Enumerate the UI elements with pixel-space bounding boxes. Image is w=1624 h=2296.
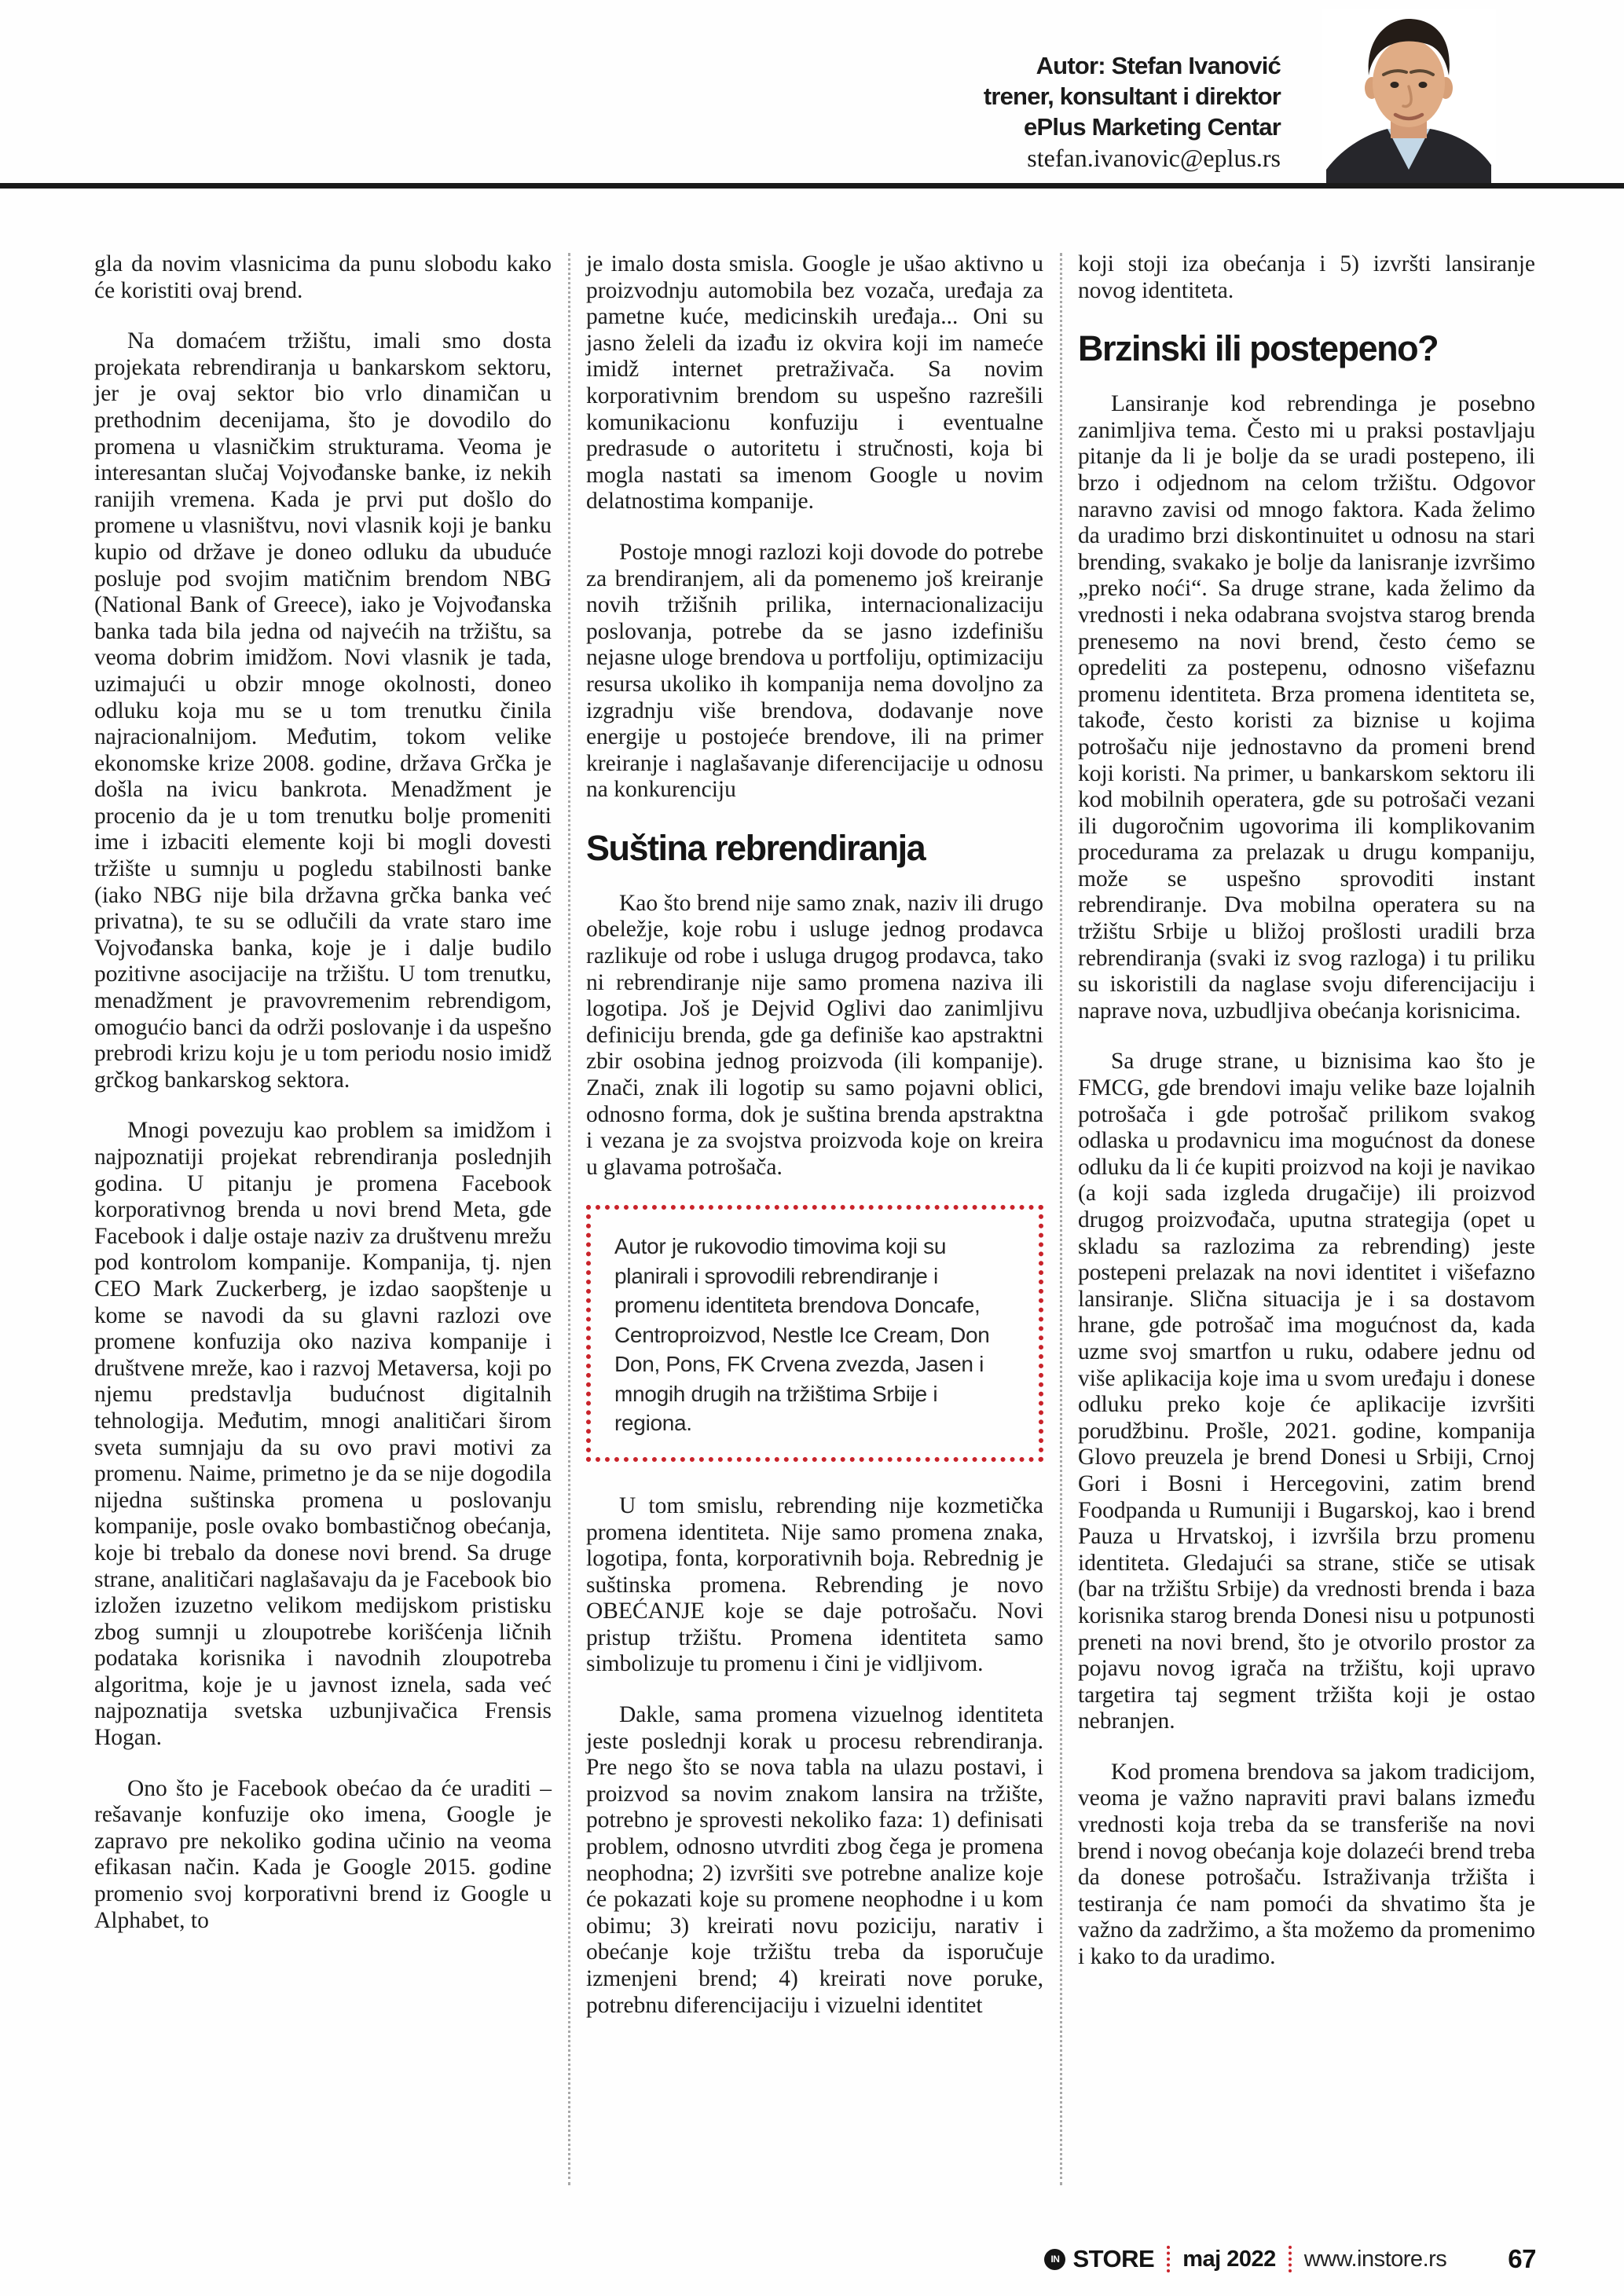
body-paragraph: gla da novim vlasnicima da punu slobodu kako će koristiti ovaj brend.: [94, 251, 552, 303]
article-column-1: [94, 251, 552, 2185]
author-note-box: Autor je rukovodio timovima koji su planirali i sprovodili rebrendiranje i promenu identiteta brendova Doncafe, Centroproizvod, Nestle Ice Cream, Don Don, Pons, FK Crvena zvezda, Jasen i mnogih drugih na tržištima Srbije i regiona.: [586, 1205, 1043, 1462]
author-photo: [1322, 9, 1496, 183]
body-paragraph: Kod promena brendova sa jakom tradicijom, veoma je važno napraviti pravi balans između vrednosti koja treba da se transferiše na novi brend i novog obećanja koje dolazeći brend treba da donese potrošaču. Istraživanja tržišta i testiranja će nam pomoći da shvatimo šta je važno da zadržimo, a šta možemo da promenimo i kako to da uradimo.: [1078, 1759, 1535, 1970]
body-paragraph: koji stoji iza obećanja i 5) izvršti lansiranje novog identiteta.: [1078, 251, 1535, 303]
instore-circle-logo-icon: [1044, 2249, 1065, 2270]
article-body: [94, 251, 1536, 2185]
author-company: ePlus Marketing Centar: [1024, 113, 1281, 141]
author-email: stefan.ivanovic@eplus.rs: [1027, 144, 1281, 172]
body-paragraph: Dakle, sama promena vizuelnog identiteta jeste poslednji korak u procesu rebrendiranja. Pre nego što se nova tabla na ulazu postavi, i proizvod sa novim znakom lansira na tržište, potrebno je sprovesti nekoliko faza: 1) definisati problem, odnosno utvrditi zbog čega je promena neophodna; 2) izvršiti sve potrebne analize koje će pokazati koje su promene neophodne i u kom obimu; 3) kreirati novu poziciju, narativ i obećanje koje tržištu treba da isporučuje izmenjeni brend; 4) kreirati nove poruke, potrebnu diferencijaciju i vizuelni identitet: [586, 1702, 1043, 2018]
body-paragraph: Ono što je Facebook obećao da će uraditi – rešavanje konfuzije oko imena, Google je zapravo pre nekoliko godina učinio na veoma efikasan način. Kada je Google 2015. godine promenio svoj korporativni brend iz Google u Alphabet, to: [94, 1775, 552, 1933]
column-separator: [568, 253, 570, 2185]
body-paragraph: Na domaćem tržištu, imali smo dosta projekata rebrendiranja u bankarskom sektoru, jer je ovaj sektor bio vrlo dinamičan u prethodnim decenijama, što je dovodilo do promena u vlasničkim strukturama. Veoma je interesantan slučaj Vojvođanske banke, iz nekih ranijih vremena. Kada je prvi put došlo do promene u vlasništvu, novi vlasnik koji je banku kupio od države je doneo odluku da ubuduće posluje pod svojim matičnim brendom NBG (National Bank of Greece), iako je Vojvođanska banka tada bila jedna od najvećih na tržištu, sa veoma dobrim imidžom. Novi vlasnik je tada, uzimajući u obzir mnoge okolnosti, doneo odluku koja mu se u tom trenutku činila najracionalnijom. Međutim, tokom velike ekonomske krize 2008. godine, država Grčka je došla na ivicu bankrota. Menadžment je procenio da je u tom trenutku bolje promeniti ime i izbaciti elemente koji bi mogli dovesti tržište u sumnju u pogledu stabilnosti banke (iako NBG nije bila državna grčka banka već privatna), te su se odlučili da vrate staro ime Vojvođanska banka, koje je i dalje budilo pozitivne asocijacije na tržištu. U tom trenutku, menadžment je pravovremenim rebrendigom, omogućio banci da održi poslovanje i da uspešno prebrodi krizu koju je u tom periodu nosio imidž grčkog bankarskog sektora.: [94, 328, 552, 1093]
page-footer: [94, 2244, 1536, 2274]
body-paragraph: Sa druge strane, u biznisima kao što je FMCG, gde brendovi imaju velike baze lojalnih potrošača i gde potrošač prilikom svakog odlaska u prodavnicu ima mogućnost da donese odluku da li će kupiti proizvod na koji je navikao (a koji sada izgleda drugačije) ili proizvod drugog proizvođača, uputna strategija (opet u skladu sa razlozima za rebrending) jeste postepeni prelazak na novi identitet i višefazno lansiranje. Slična situacija je i sa dostavom hrane, gde potrošač ima mogućnost da, kada uzme svoj smartfon u ruku, odabere jednu od više aplikacija koje ima u svom uređaju i donese odluku preko koje će aplikacije izvršiti porudžbinu. Prošle, 2021. godine, kompanija Glovo preuzela je brend Donesi u Srbiji, Crnoj Gori i Bosni i Hercegovini, zatim brend Foodpanda u Rumuniji i Bugarskoj, kao i brend Pauza u Hrvatskoj, i izvršila brzu promenu identiteta. Gledajući sa strane, stiče se utisak (bar na tržištu Srbije) da vrednosti brenda i baza korisnika starog brenda Donesi nisu u potpunosti preneti na novi brend, što je otvorilo prostor za pojavu novog igrača na tržištu, koji upravo targetira taj segment tržišta koji je ostao nebranjen.: [1078, 1049, 1535, 1734]
footer-issue-date: maj 2022: [1182, 2246, 1276, 2272]
red-dot-separator: [1167, 2246, 1170, 2272]
author-role: trener, konsultant i direktor: [983, 82, 1281, 110]
instore-logo-monogram: IN: [1050, 2254, 1060, 2265]
header-rule: [0, 183, 1624, 189]
article-column-2: [586, 251, 1043, 2185]
section-heading: Brzinski ili postepeno?: [1078, 328, 1439, 369]
article-column-3: [1078, 251, 1535, 2185]
author-block: [984, 50, 1281, 174]
page-number: 67: [1508, 2244, 1536, 2273]
body-paragraph: Mnogi povezuju kao problem sa imidžom i najpoznatiji projekat rebrendiranja poslednjih godina. U pitanju je promena Facebook korporativnog brenda u novi brend Meta, gde Facebook i dalje ostaje naziv za društvenu mrežu pod kontrolom kompanije. Kompanija, tj. njen CEO Mark Zuckerberg, je izdao saopštenje u kome se navodi da su glavni razlozi ove promene konfuzija oko naziva kompanije i društvene mreže, kao i razvoj Metaversa, koji po njemu predstavlja budućnost digitalnih tehnologija. Međutim, mnogi analitičari širom sveta sumnjaju da su ovo pravi motivi za promenu. Naime, primetno je da se nije dogodila nijedna suštinska promena u poslovanju kompanije, posle ovako bombastičnog obećanja, koje bi trebalo da donese novi brend. Sa druge strane, analitičari naglašavaju da je Facebook bio izložen izuzetno velikom medijskom pristisku zbog sumnji u zloupotrebe korišćenja ličnih podataka korisnika i navodnih zloupotreba algoritma, koje je u javnost iznela, sada već najpoznatija svetska uzbunjivačica Frensis Hogan.: [94, 1118, 552, 1751]
author-portrait-illustration: [1322, 9, 1496, 183]
body-paragraph: Kao što brend nije samo znak, naziv ili drugo obeležje, koje robu i usluge jednog prodavca razlikuje od robe i usluga drugog prodavca, tako ni rebrendiranje nije samo promena naziva ili logotipa. Još je Dejvid Oglivi dao zanimljivu definiciju brenda, gde ga definiše kao apstraktni zbir osobina jednog proizvoda (ili kompanije). Znači, znak ili logotip su samo pojavni oblici, odnosno forma, dok je suština brenda apstraktna i vezana je za svojstva proizvoda koje on kreira u glavama potrošača.: [586, 890, 1043, 1180]
body-paragraph: je imalo dosta smisla. Google je ušao aktivno u proizvodnju automobila bez vozača, uređaja za pametne kuće, medicinskih uređaja... Oni su jasno želeli da izađu iz okvira koji im nameće imidž internet pretraživača. Sa novim korporativnim brendom su uspešno razrešili komunikacionu konfuziju i eventualne predrasude o autoritetu i stručnosti, koja bi mogla nastati sa imenom Google u novim delatnostima kompanije.: [586, 251, 1043, 514]
footer-website: www.instore.rs: [1303, 2246, 1447, 2272]
body-paragraph: Lansiranje kod rebrendinga je posebno zanimljiva tema. Često mi u praksi postavljaju pitanje da li je bolje da se uradi postepeno, ili brzo i odjednom na celom tržištu. Odgovor naravno zavisi od mnogo faktora. Kada želimo da uradimo brzi diskontinuitet u odnosu na stari brending, svakako je bolje da lanisranje izvršimo „preko noći“. Sa druge strane, kada želimo da vrednosti i neka odabrana svojstva starog brenda prenesemo na novi brend, često ćemo se opredeliti za postepenu, odnosno višefaznu promenu identiteta. Brza promena identiteta se, takođe, često koristi za biznise u kojima potrošaču nije jednostavno da promeni brend koji koristi. Na primer, u bankarskom sektoru ili kod mobilnih operatera, gde su potrošači vezani ili dugoročnim ugovorima ili komplikovanim procedurama za prelazak u drugu kompaniju, može se uspešno sprovoditi instant rebrendiranje. Dva mobilna operatera su na tržištu Srbije u bližoj prošlosti uradili brza rebrendiranja (svaki iz svog razloga) i tu priliku su iskoristili da naglase svoju diferencijaciju i naprave nova, uzbudljiva obećanja korisnicima.: [1078, 391, 1535, 1023]
column-separator: [1060, 253, 1062, 2185]
body-paragraph: Postoje mnogi razlozi koji dovode do potrebe za brendiranjem, ali da pomenemo još kreiranje novih tržišnih prilika, internacionalizaciju poslovanja, potrebe da se jasno izdefinišu nejasne uloge brendova u portfoliju, optimizaciju resursa ukoliko ih kompanija nema dovoljno za izgradnju više brendova, dodavanje nove energije u postojeće brendove, ili na primer kreiranje i naglašavanje diferencijacije u odnosu na konkurenciju: [586, 539, 1043, 803]
body-paragraph: U tom smislu, rebrending nije kozmetička promena identiteta. Nije samo promena znaka, logotipa, fonta, korporativnih boja. Rebrednig je suštinska promena. Rebrending je novo OBEĆANJE koje se daje potrošaču. Novi pristup tržištu. Promena identiteta samo simbolizuje tu promenu i čini je vidljivom.: [586, 1492, 1043, 1677]
red-dot-separator: [1289, 2246, 1292, 2272]
instore-logo-text: STORE: [1072, 2245, 1155, 2272]
section-heading: Suština rebrendiranja: [586, 827, 926, 868]
author-name: Autor: Stefan Ivanović: [1036, 52, 1281, 79]
